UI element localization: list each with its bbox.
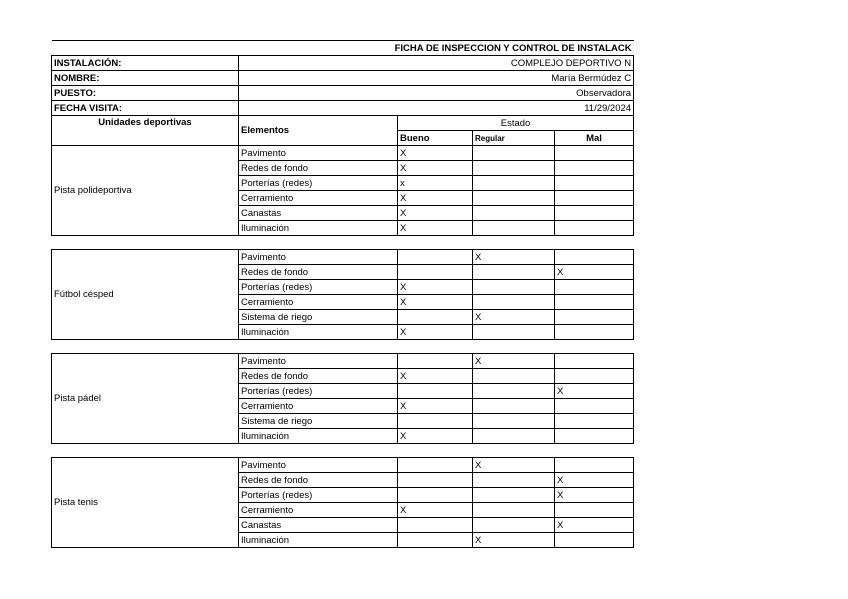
mark-mal [555,176,634,191]
field-row [52,71,634,86]
element-name: Sistema de riego [239,414,398,429]
mark-bueno [398,414,473,429]
mark-mal [555,206,634,221]
mark-mal [555,429,634,444]
field-value-fecha: 11/29/2024 [239,101,634,116]
mark-mal [555,250,634,265]
header-mal: Mal [555,131,634,146]
mark-regular: X [473,458,555,473]
mark-mal [555,503,634,518]
mark-regular [473,191,555,206]
field-value-instalacion: COMPLEJO DEPORTIVO N [239,56,634,71]
field-label-puesto: PUESTO: [52,86,239,101]
element-name: Porterías (redes) [239,176,398,191]
mark-bueno: X [398,369,473,384]
element-name: Redes de fondo [239,161,398,176]
header-regular: Regular [473,131,555,146]
inspection-sheet [51,40,633,548]
mark-bueno: X [398,399,473,414]
mark-bueno [398,473,473,488]
table-row [52,354,634,369]
mark-bueno: X [398,221,473,236]
header-row [52,116,634,131]
mark-regular [473,176,555,191]
mark-bueno [398,354,473,369]
mark-mal: X [555,384,634,399]
mark-regular [473,206,555,221]
field-label-fecha: FECHA VISITA: [52,101,239,116]
table-row [52,250,634,265]
mark-regular [473,369,555,384]
mark-bueno [398,310,473,325]
element-name: Pavimento [239,146,398,161]
mark-regular [473,295,555,310]
mark-mal [555,191,634,206]
field-row [52,86,634,101]
header-unidades: Unidades deportivas [52,116,239,146]
table-row [52,458,634,473]
mark-mal [555,221,634,236]
mark-regular [473,265,555,280]
mark-regular: X [473,533,555,548]
unit-name: Pista tenis [52,458,239,548]
mark-regular [473,488,555,503]
element-name: Redes de fondo [239,265,398,280]
element-name: Sistema de riego [239,310,398,325]
mark-regular: X [473,310,555,325]
mark-bueno [398,488,473,503]
mark-regular [473,518,555,533]
header-estado: Estado [398,116,634,131]
mark-mal [555,280,634,295]
element-name: Canastas [239,206,398,221]
mark-mal: X [555,265,634,280]
mark-regular [473,280,555,295]
spacer-row [52,444,634,458]
element-name: Porterías (redes) [239,384,398,399]
element-name: Redes de fondo [239,473,398,488]
mark-regular [473,473,555,488]
mark-regular [473,161,555,176]
mark-regular [473,146,555,161]
field-label-nombre: NOMBRE: [52,71,239,86]
mark-mal [555,369,634,384]
mark-mal [555,414,634,429]
field-row [52,101,634,116]
header-elementos: Elementos [239,116,398,146]
mark-bueno [398,518,473,533]
mark-bueno: X [398,146,473,161]
spacer-cell [52,236,634,250]
element-name: Iluminación [239,221,398,236]
mark-regular: X [473,250,555,265]
unit-name: Pista polideportiva [52,146,239,236]
mark-mal: X [555,473,634,488]
element-name: Canastas [239,518,398,533]
mark-regular [473,221,555,236]
mark-mal: X [555,488,634,503]
element-name: Redes de fondo [239,369,398,384]
spacer-row [52,340,634,354]
element-name: Iluminación [239,429,398,444]
mark-bueno: X [398,503,473,518]
title-row [52,41,634,56]
mark-bueno: X [398,325,473,340]
mark-regular [473,414,555,429]
mark-mal [555,161,634,176]
field-value-nombre: María Bermúdez C [239,71,634,86]
mark-bueno: X [398,206,473,221]
mark-mal [555,295,634,310]
mark-mal: X [555,518,634,533]
mark-bueno [398,533,473,548]
element-name: Cerramiento [239,191,398,206]
mark-bueno: X [398,429,473,444]
mark-regular [473,429,555,444]
mark-mal [555,146,634,161]
element-name: Cerramiento [239,295,398,310]
field-value-puesto: Observadora [239,86,634,101]
mark-bueno [398,265,473,280]
spacer-cell [52,340,634,354]
unit-name: Pista pádel [52,354,239,444]
header-bueno: Bueno [398,131,473,146]
field-label-instalacion: INSTALACIÓN: [52,56,239,71]
mark-mal [555,399,634,414]
element-name: Pavimento [239,458,398,473]
mark-bueno: X [398,191,473,206]
mark-regular [473,503,555,518]
mark-bueno [398,458,473,473]
mark-bueno [398,384,473,399]
mark-bueno [398,250,473,265]
mark-bueno: X [398,295,473,310]
mark-regular [473,325,555,340]
element-name: Cerramiento [239,399,398,414]
mark-mal [555,354,634,369]
mark-mal [555,310,634,325]
mark-bueno: X [398,161,473,176]
mark-regular [473,399,555,414]
mark-bueno: X [398,280,473,295]
element-name: Iluminación [239,533,398,548]
element-name: Pavimento [239,250,398,265]
mark-bueno: x [398,176,473,191]
mark-regular: X [473,354,555,369]
element-name: Porterías (redes) [239,280,398,295]
element-name: Pavimento [239,354,398,369]
field-row [52,56,634,71]
unit-name: Fútbol césped [52,250,239,340]
element-name: Cerramiento [239,503,398,518]
table-row [52,146,634,161]
inspection-table [51,40,634,548]
mark-mal [555,325,634,340]
spacer-row [52,236,634,250]
mark-regular [473,384,555,399]
element-name: Iluminación [239,325,398,340]
mark-mal [555,458,634,473]
mark-mal [555,533,634,548]
form-title: FICHA DE INSPECCION Y CONTROL DE INSTALACK [52,41,634,56]
element-name: Porterías (redes) [239,488,398,503]
spacer-cell [52,444,634,458]
